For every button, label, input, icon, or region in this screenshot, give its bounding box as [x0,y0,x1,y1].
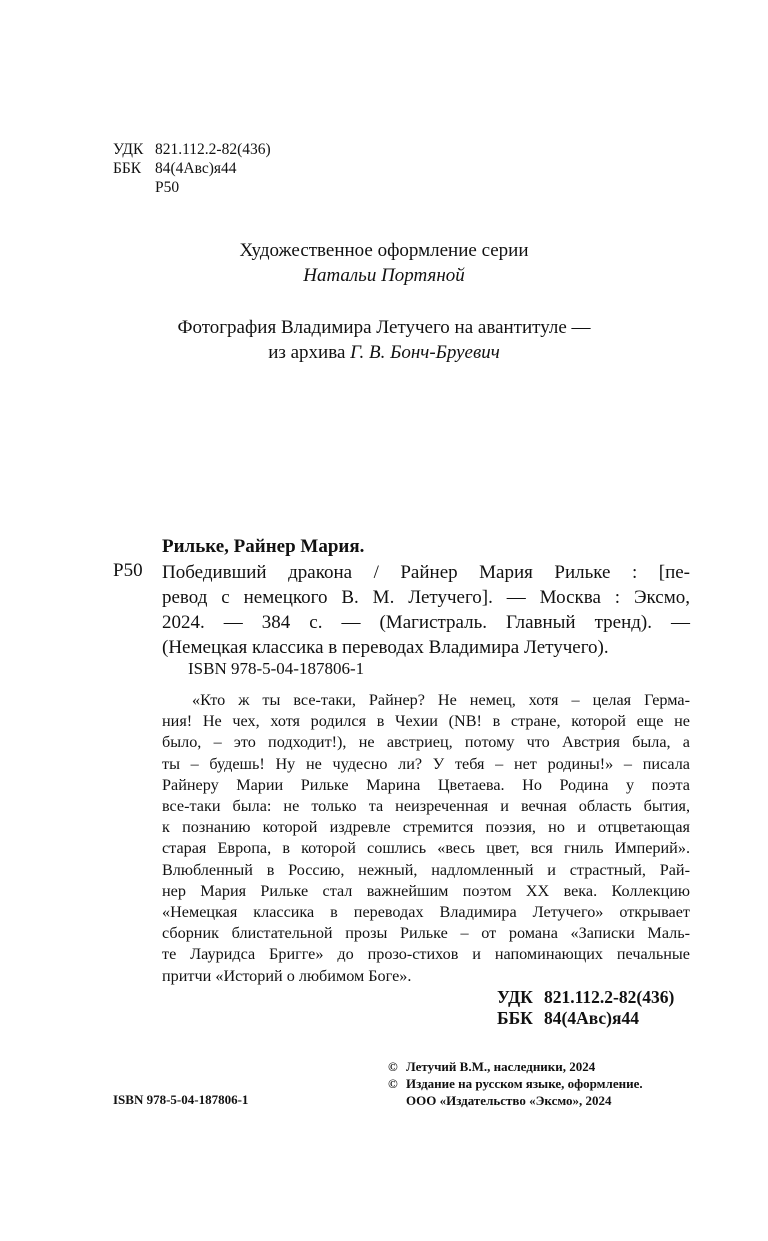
bibliography-author: Рильке, Райнер Мария. [162,536,365,557]
copyright-symbol: © [388,1059,398,1074]
bibliography-line: 2024. — 384 с. — (Магистраль. Главный тренд). — [162,612,690,633]
author-mark-top: Р50 [155,179,180,196]
annotation-line: ния! Не чех, хотя родился в Чехии (NB! в стране, которой еще не [162,712,690,731]
annotation-line: было, – это подходит!), не австриец, потому что Австрия была, а [162,733,690,752]
annotation-line: все-таки была: не только та неизреченная и вечная область бытия, [162,797,690,816]
annotation-line: те Лауридса Бригге» до прозо-стихов и напоминающих печальные [162,945,690,964]
annotation-line: «Кто ж ты все-таки, Райнер? Не немец, хотя – целая Герма- [192,691,690,709]
copyright-line1 [388,1058,643,1075]
isbn-bottom: ISBN 978-5-04-187806-1 [113,1092,249,1107]
udk-bottom-value: 821.112.2-82(436) [544,987,675,1007]
bbk-bottom-row [497,1008,674,1029]
copyright-edition: Издание на русском языке, оформление. [406,1076,643,1091]
photo-credit-prefix: из архива [268,342,351,363]
udk-bottom-row [497,987,674,1008]
bibliography-line: (Немецкая классика в переводах Владимира Летучего). [162,637,609,658]
design-credit [0,238,768,288]
bbk-top-row [113,159,271,178]
udk-bottom-label: УДК [497,987,533,1007]
annotation-line: сборник блистательной прозы Рильке – от романа «Записки Маль- [162,924,690,943]
bbk-bottom-label: ББК [497,1008,533,1028]
bibliography-isbn: ISBN 978-5-04-187806-1 [188,659,365,678]
copyright-symbol: © [388,1076,398,1091]
udk-top-label: УДК [113,141,144,158]
annotation-line: к познанию которой издревле стремится поэзия, но и отцветающая [162,818,690,837]
annotation-line: «Немецкая классика в переводах Владимира Летучего» открывает [162,903,690,922]
photo-credit-line1: Фотография Владимира Летучего на авантитуле — [177,317,591,338]
annotation-line: притчи «Историй о любимом Боге». [162,966,412,985]
photo-credit-name: Г. В. Бонч-Бруевич [350,342,500,363]
annotation [162,690,690,987]
bibliography-line: Победивший дракона / Райнер Мария Рильке : [пе- [162,562,690,583]
bibliography-description [162,560,690,660]
bbk-top-label: ББК [113,160,142,177]
annotation-line: Влюбленный в Россию, нежный, надломленный и страстный, Рай- [162,860,690,879]
annotation-line: ты – будешь! Ну не чудесно ли? У тебя – нет родины!» – писала [162,754,690,773]
bbk-bottom-value: 84(4Авс)я44 [544,1008,639,1028]
annotation-line: нер Мария Рильке стал важнейшим поэтом XX века. Коллекцию [162,881,690,900]
annotation-line: Райнеру Марии Рильке Марина Цветаева. Но Родина у поэта [162,775,690,794]
photo-credit-line2 [0,340,768,365]
design-credit-name: Натальи Портяной [303,265,465,286]
copyright-holder: Летучий В.М., наследники, 2024 [406,1059,596,1074]
classification-top [113,140,271,197]
photo-credit [0,315,768,365]
copyright-line2 [388,1075,643,1092]
classification-bottom [497,987,674,1029]
bibliography-code: Р50 [113,560,143,581]
bibliography-line: ревод с немецкого В. М. Летучего]. — Москва : Эксмо, [162,587,690,608]
udk-top-row [113,140,271,159]
udk-top-value: 821.112.2-82(436) [155,141,271,158]
bbk-top-value: 84(4Авс)я44 [155,160,237,177]
design-credit-line1: Художественное оформление серии [239,240,529,261]
copyright [388,1058,643,1109]
annotation-line: старая Европа, в которой сошлись «весь цвет, вся гниль Империй». [162,839,690,858]
copyright-publisher: ООО «Издательство «Эксмо», 2024 [406,1093,612,1108]
